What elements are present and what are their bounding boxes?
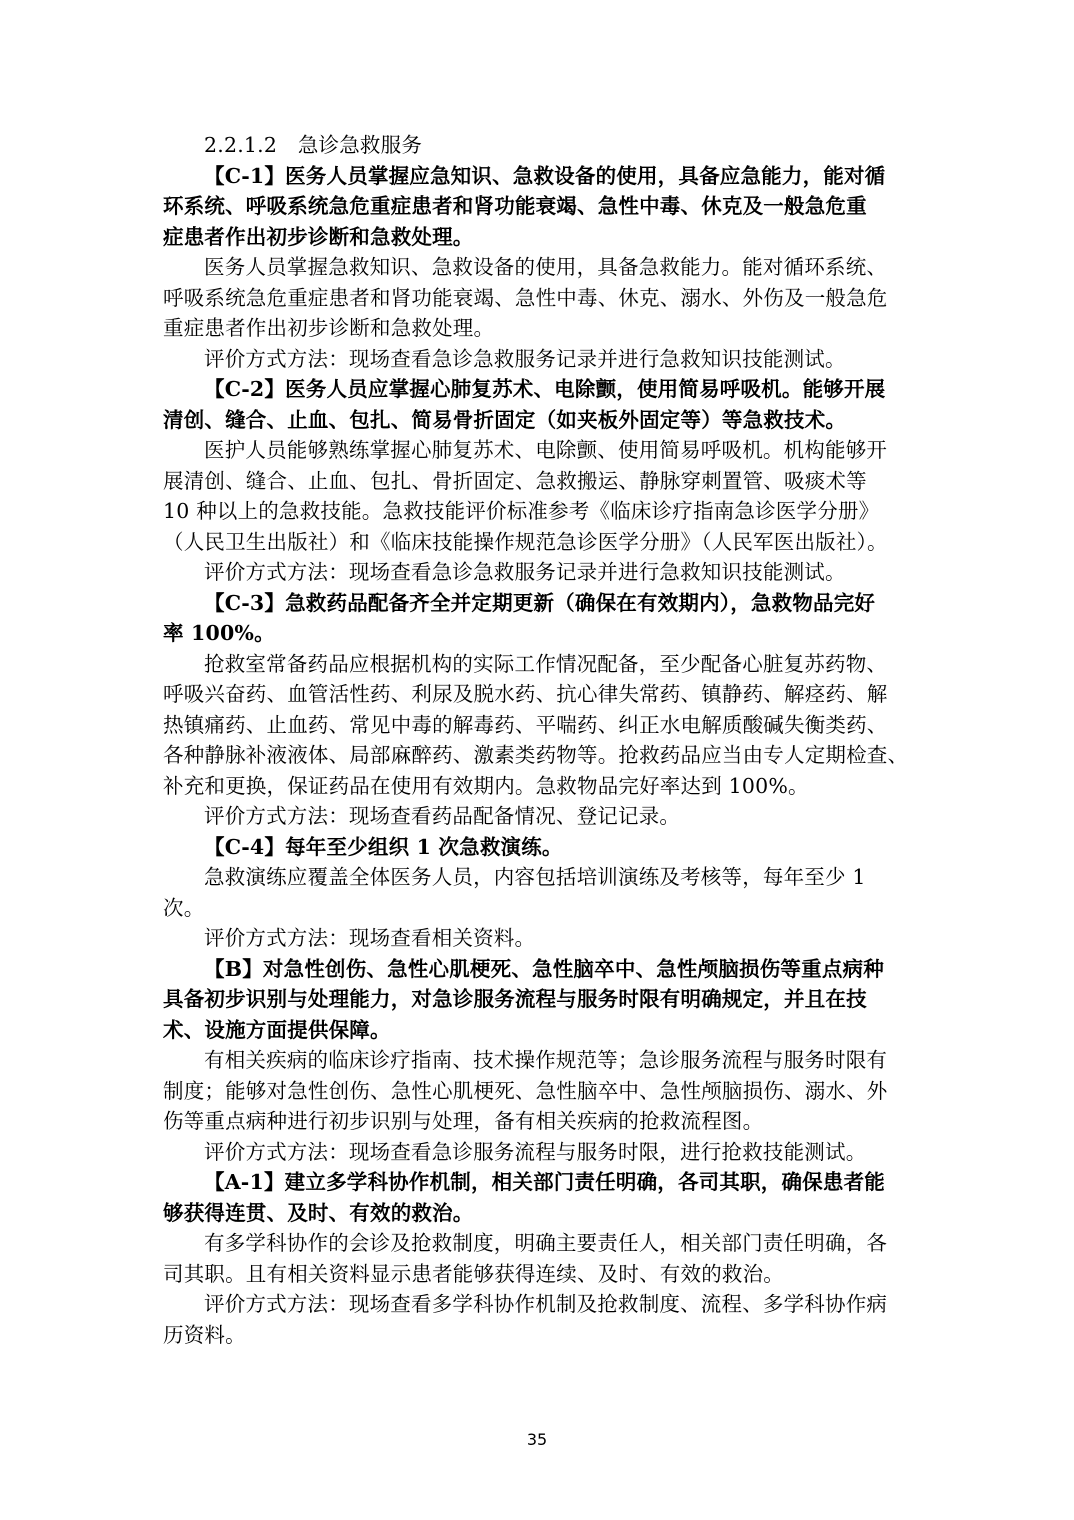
body-text-line: 急救演练应覆盖全体医务人员，内容包括培训演练及考核等，每年至少 1	[204, 865, 866, 889]
criterion-line: 术、设施方面提供保障。	[163, 1017, 391, 1042]
criterion-line: 具备初步识别与处理能力，对急诊服务流程与服务时限有明确规定，并且在技	[163, 987, 867, 1011]
body-text-line: 有多学科协作的会诊及抢救制度，明确主要责任人，相关部门责任明确，各	[204, 1231, 888, 1255]
page-body	[163, 130, 915, 1350]
body-text-line: 评价方式方法：现场查看急诊急救服务记录并进行急救知识技能测试。	[204, 560, 846, 584]
criterion-line: 【C-4】每年至少组织 1 次急救演练。	[204, 834, 563, 859]
body-text-line: 重症患者作出初步诊断和急救处理。	[163, 316, 495, 340]
body-text-line: 制度；能够对急性创伤、急性心肌梗死、急性脑卒中、急性颅脑损伤、溺水、外	[163, 1078, 888, 1103]
section-heading: 2.2.1.2 急诊急救服务	[204, 133, 423, 157]
body-text-line: 10 种以上的急救技能。急救技能评价标准参考《临床诊疗指南急诊医学分册》	[163, 499, 880, 523]
body-text-line: 评价方式方法：现场查看相关资料。	[204, 926, 536, 950]
criterion-line: 【C-2】医务人员应掌握心肺复苏术、电除颤，使用简易呼吸机。能够开展	[204, 377, 886, 401]
body-text-line: 抢救室常备药品应根据机构的实际工作情况配备，至少配备心脏复苏药物、	[204, 651, 888, 676]
criterion-line: 【C-3】急救药品配备齐全并定期更新（确保在有效期内），急救物品完好	[204, 590, 876, 615]
body-text-line: 医务人员掌握急救知识、急救设备的使用，具备急救能力。能对循环系统、	[204, 255, 888, 279]
body-text-line: 热镇痛药、止血药、常见中毒的解毒药、平喘药、纠正水电解质酸碱失衡类药、	[163, 712, 888, 737]
criterion-line: 【A-1】建立多学科协作机制，相关部门责任明确，各司其职，确保患者能	[204, 1170, 885, 1194]
criterion-line: 率 100%。	[163, 621, 275, 645]
paragraph-lines	[163, 161, 915, 1351]
body-text-line: 医护人员能够熟练掌握心肺复苏术、电除颤、使用简易呼吸机。机构能够开	[204, 438, 888, 462]
body-text-line: 次。	[163, 895, 205, 920]
body-text-line: （人民卫生出版社）和《临床技能操作规范急诊医学分册》（人民军医出版社）。	[163, 529, 888, 554]
criterion-line: 【C-1】医务人员掌握应急知识、急救设备的使用，具备应急能力，能对循	[204, 163, 886, 188]
body-text-line: 呼吸兴奋药、血管活性药、利尿及脱水药、抗心律失常药、镇静药、解痉药、解	[163, 682, 888, 706]
criterion-line: 症患者作出初步诊断和急救处理。	[163, 224, 474, 249]
body-text-line: 展清创、缝合、止血、包扎、骨折固定、急救搬运、静脉穿刺置管、吸痰术等	[163, 468, 867, 493]
body-text-line: 伤等重点病种进行初步识别与处理，备有相关疾病的抢救流程图。	[163, 1109, 764, 1133]
criterion-line: 【B】对急性创伤、急性心肌梗死、急性脑卒中、急性颅脑损伤等重点病种	[204, 956, 884, 981]
criterion-line: 够获得连贯、及时、有效的救治。	[163, 1200, 474, 1225]
body-text-line: 评价方式方法：现场查看急诊急救服务记录并进行急救知识技能测试。	[204, 346, 846, 371]
body-text-line: 有相关疾病的临床诊疗指南、技术操作规范等；急诊服务流程与服务时限有	[204, 1048, 888, 1072]
body-text-line: 评价方式方法：现场查看药品配备情况、登记记录。	[204, 804, 681, 828]
body-text-line: 评价方式方法：现场查看急诊服务流程与服务时限，进行抢救技能测试。	[204, 1139, 867, 1164]
body-text-line: 历资料。	[163, 1322, 246, 1347]
page-number: 35	[526, 1430, 548, 1449]
body-text-line: 各种静脉补液液体、局部麻醉药、激素类药物等。抢救药品应当由专人定期检查、	[163, 743, 909, 767]
criterion-line: 清创、缝合、止血、包扎、简易骨折固定（如夹板外固定等）等急救技术。	[163, 407, 847, 432]
criterion-line: 环系统、呼吸系统急危重症患者和肾功能衰竭、急性中毒、休克及一般急危重	[163, 194, 867, 218]
body-text-line: 评价方式方法：现场查看多学科协作机制及抢救制度、流程、多学科协作病	[204, 1292, 888, 1316]
body-text-line: 呼吸系统急危重症患者和肾功能衰竭、急性中毒、休克、溺水、外伤及一般急危	[163, 285, 888, 310]
body-text-line: 补充和更换，保证药品在使用有效期内。急救物品完好率达到 100%。	[163, 773, 809, 798]
body-text-line: 司其职。且有相关资料显示患者能够获得连续、及时、有效的救治。	[163, 1261, 784, 1286]
